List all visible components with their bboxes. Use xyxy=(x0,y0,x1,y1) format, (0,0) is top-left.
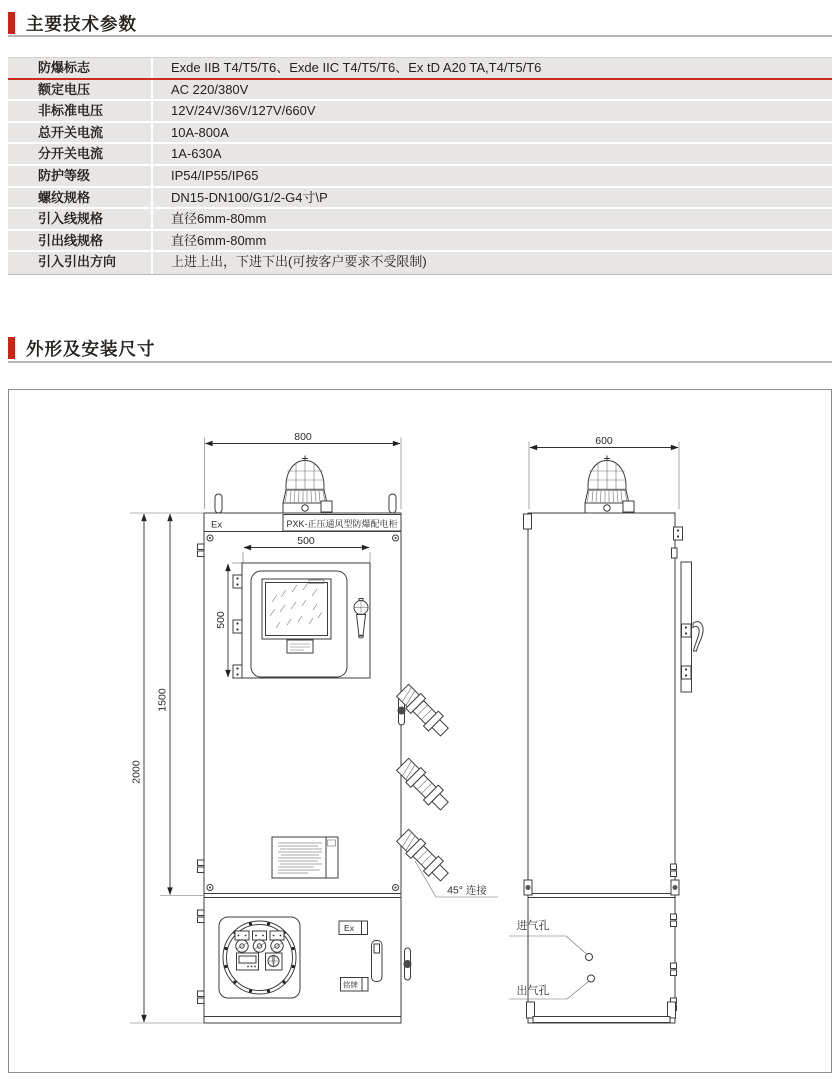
panel-display-icon xyxy=(237,953,259,970)
table-row xyxy=(8,231,832,253)
tech-params-table xyxy=(8,57,832,275)
warning-beacon-icon xyxy=(585,456,634,514)
cabinet-dimension-drawing xyxy=(9,390,831,1072)
table-row xyxy=(8,58,832,80)
control-panel-flange xyxy=(219,917,300,998)
param-value: 1A-630A xyxy=(171,146,222,162)
param-label: 防护等级 xyxy=(8,166,153,186)
dim-2000-label: 2000 xyxy=(130,760,143,784)
panel-valve-icon xyxy=(266,953,283,970)
nameplate-label: 铭牌 xyxy=(343,980,358,990)
param-value: DN15-DN100/G1/2-G4寸\P xyxy=(171,189,328,205)
top-left-bracket xyxy=(524,514,532,529)
warning-beacon-icon xyxy=(283,456,332,514)
air-inlet-label: 进气孔 xyxy=(516,920,550,932)
side-cabinet-body xyxy=(528,513,675,1023)
param-value: IP54/IP55/IP65 xyxy=(171,167,259,183)
param-label: 引入线规格 xyxy=(8,209,153,229)
dimension-1500 xyxy=(130,513,204,896)
front-plinth xyxy=(204,1017,401,1024)
dim-800-label: 800 xyxy=(294,431,312,443)
table-row xyxy=(8,80,832,102)
section1-title: 主要技术参数 xyxy=(26,13,137,34)
section2-title: 外形及安装尺寸 xyxy=(26,338,156,359)
table-row xyxy=(8,144,832,166)
param-value: 10A-800A xyxy=(171,124,229,140)
section2-rule xyxy=(8,361,832,363)
nameplate-plate xyxy=(341,978,369,992)
table-row xyxy=(8,209,832,231)
red-bar-icon xyxy=(8,337,15,359)
side-view-drawing xyxy=(509,435,703,1023)
table-row xyxy=(8,101,832,123)
param-label: 防爆标志 xyxy=(8,58,153,78)
dimension-2000 xyxy=(130,514,204,1023)
connection-note-label: 45° 连接 xyxy=(447,884,487,897)
ex-plate xyxy=(339,921,368,935)
table-row xyxy=(8,166,832,188)
dim-500h-label: 500 xyxy=(215,611,227,629)
param-label: 分开关电流 xyxy=(8,144,153,164)
param-value: 直径6mm-80mm xyxy=(171,211,267,227)
dim-500w-label: 500 xyxy=(297,535,315,547)
front-view-drawing xyxy=(130,431,498,1023)
door-label-plate xyxy=(287,640,313,653)
front-door xyxy=(242,563,370,678)
table-row xyxy=(8,123,832,145)
section2-header xyxy=(8,336,156,360)
param-label: 螺纹规格 xyxy=(8,188,153,208)
lifting-post-right xyxy=(389,494,396,513)
param-value: Exde IIB T4/T5/T6、Exde IIC T4/T5/T6、Ex tD A20 TA,T4/T5/T6 xyxy=(171,60,542,75)
red-bar-icon xyxy=(8,12,15,34)
param-value: 直径6mm-80mm xyxy=(171,232,267,248)
section1-header xyxy=(8,11,137,35)
param-label: 总开关电流 xyxy=(8,123,153,143)
param-value: 12V/24V/36V/127V/660V xyxy=(171,103,316,119)
lifting-post-left xyxy=(215,494,222,513)
dim-600-label: 600 xyxy=(595,435,613,447)
ex-plate-label: Ex xyxy=(344,923,354,933)
side-door-edge xyxy=(672,527,704,692)
param-value: AC 220/380V xyxy=(171,81,249,97)
spec-plate xyxy=(272,837,338,878)
type-label: PXK-正压通风型防爆配电柜 xyxy=(286,519,398,529)
dimension-drawing-panel xyxy=(8,389,832,1073)
param-label: 非标准电压 xyxy=(8,101,153,121)
param-label: 额定电压 xyxy=(8,80,153,100)
air-outlet-label: 出气孔 xyxy=(516,985,550,997)
edge-latch-icon xyxy=(198,544,205,1004)
table-row xyxy=(8,252,832,274)
dim-1500-label: 1500 xyxy=(156,688,169,712)
param-label: 引出线规格 xyxy=(8,231,153,251)
side-handle-icon xyxy=(693,622,703,651)
ex-mark-label: Ex xyxy=(211,519,223,531)
param-label: 引入引出方向 xyxy=(8,252,153,274)
lock-slot-icon xyxy=(372,941,383,982)
param-value: 上进上出，下进下出(可按客户要求不受限制) xyxy=(171,254,427,270)
table-row xyxy=(8,188,832,210)
section1-rule xyxy=(8,35,832,37)
